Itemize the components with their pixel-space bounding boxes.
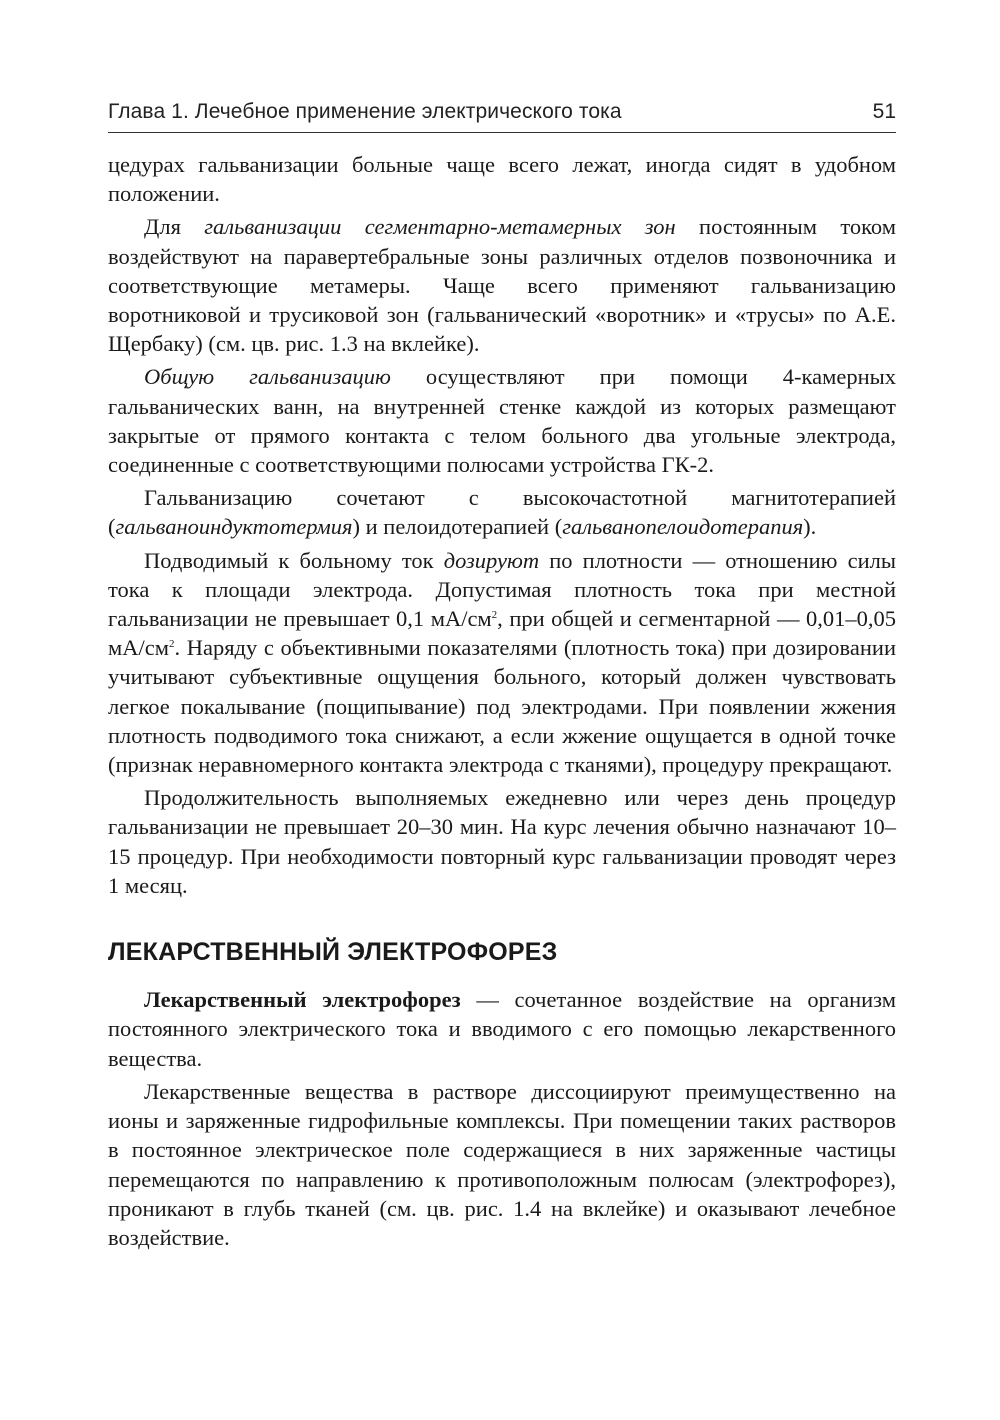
- page-number: 51: [872, 100, 896, 123]
- paragraph: Общую гальванизацию осуществляют при помощи 4-камерных гальванических ванн, на внутренней стенке каждой из которых размещают закрытые от прямого контакта с телом больного два угольные электрода, соединенные с соответствующими полюсами устройства ГК-2.: [108, 364, 896, 478]
- italic-term: гальванизации сегментарно-метамерных зон: [204, 214, 676, 240]
- section-heading: ЛЕКАРСТВЕННЫЙ ЭЛЕКТРОФОРЕЗ: [108, 938, 558, 967]
- paragraph: Продолжительность выполняемых ежедневно или через день процедур гальванизации не превышает 20–30 мин. На курс лечения обычно назначают 10–15 процедур. При необходимости повторный курс гальванизации проводят через 1 месяц.: [108, 785, 896, 898]
- paragraph: Гальванизацию сочетают с высокочастотной магнитотерапией (гальваноиндуктотермия) и пелоидотерапией (гальванопелоидотерапия).: [108, 485, 896, 540]
- running-header: [108, 96, 896, 133]
- chapter-title: Глава 1. Лечебное применение электрического тока: [108, 100, 622, 123]
- bold-term: Лекарственный электрофорез: [144, 987, 461, 1013]
- paragraph: Лекарственные вещества в растворе диссоциируют преимущественно на ионы и заряженные гидрофильные комплексы. При помещении таких растворов в постоянное электрическое поле содержащиеся в них заряженные частицы перемещаются по направлению к противоположным полюсам (электрофорез), проникают в глубь тканей (см. цв. рис. 1.4 на вклейке) и оказывают лечебное воздействие.: [108, 1078, 896, 1250]
- italic-term: Общую гальванизацию: [144, 364, 391, 390]
- paragraph: Подводимый к больному ток дозируют по плотности — отношению силы тока к площади электрода. Допустимая плотность тока при местной гальванизации не превышает 0,1 $мА/см^2$, при общей и сегментарной — 0,01–0,05 $мА/см^2$. Наряду с объективными показателями (плотность тока) при дозировании учитывают субъективные ощущения больного, который должен чувствовать легкое покалывание (пощипывание) под электродами. При появлении жжения плотность подводимого тока снижают, а если жжение ощущается в одной точке (признак неравномерного контакта электрода с тканями), процедуру прекращают.: [108, 547, 897, 778]
- italic-term: дозируют: [443, 547, 540, 573]
- paragraph: цедурах гальванизации больные чаще всего лежат, иногда сидят в удобном положении.: [108, 152, 896, 207]
- page-body: [108, 150, 896, 1252]
- superscript: 2: [168, 638, 175, 651]
- paragraph: Для гальванизации сегментарно-метамерных зон постоянным током воздействуют на паравертебральные зоны различных отделов позвоночника и соответствующие метамеры. Чаще всего применяют гальванизацию воротниковой и трусиковой зон (гальванический «воротник» и «трусы» по А.Е. Щербаку) (см. цв. рис. 1.3 на вклейке).: [108, 214, 896, 357]
- superscript: 2: [491, 609, 498, 622]
- italic-term: гальванопелоидотерапия: [562, 514, 804, 540]
- italic-term: гальваноиндуктотермия: [115, 514, 353, 540]
- paragraph: Лекарственный электрофорез — сочетанное воздействие на организм постоянного электрического тока и вводимого с его помощью лекарственного вещества.: [108, 987, 896, 1071]
